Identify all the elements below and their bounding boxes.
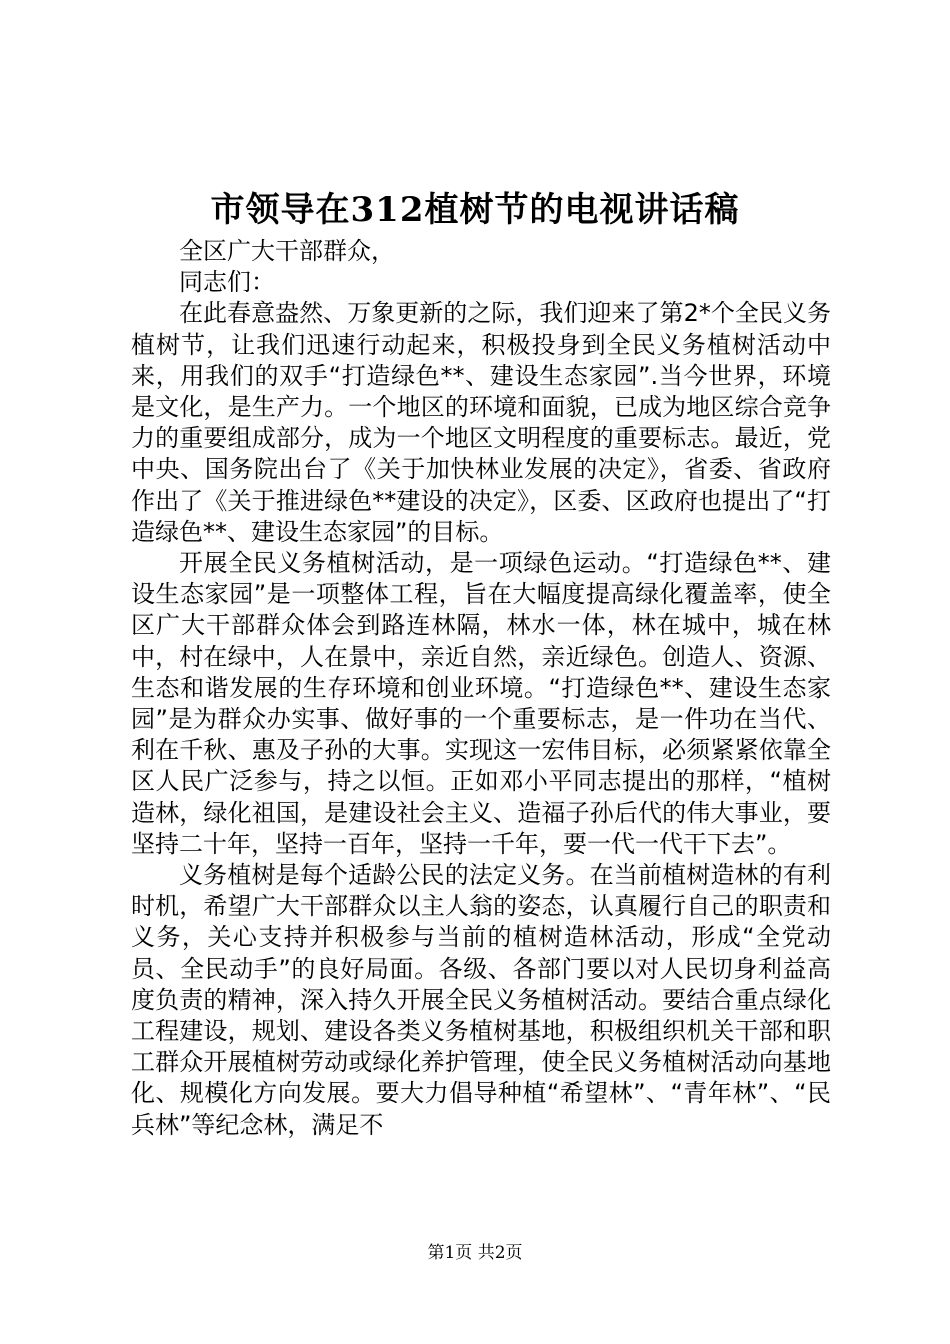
body-paragraph: 义务植树是每个适龄公民的法定义务。在当前植树造林的有利时机，希望广大干部群众以主人翁的姿态，认真履行自己的职责和义务，关心支持并积极参与当前的植树造林活动，形成“全党动员、全民动手”的良好局面。各级、各部门要以对人民切身利益高度负责的精神，深入持久开展全民义务植树活动。要结合重点绿化工程建设，规划、建设各类义务植树基地，积极组织机关干部和职工群众开展植树劳动或绿化养护管理，使全民义务植树活动向基地化、规模化方向发展。要大力倡导种植“希望林”、“青年林”、“民兵林”等纪念林，满足不 — [131, 861, 831, 1139]
body-paragraph: 在此春意盎然、万象更新的之际，我们迎来了第2*个全民义务植树节，让我们迅速行动起来，积极投身到全民义务植树活动中来，用我们的双手“打造绿色**、建设生态家园”.当今世界，环境是文化，是生产力。一个地区的环境和面貌，已成为地区综合竞争力的重要组成部分，成为一个地区文明程度的重要标志。最近，党中央、国务院出台了《关于加快林业发展的决定》，省委、省政府作出了《关于推进绿色**建设的决定》，区委、区政府也提出了“打造绿色**、建设生态家园”的目标。 — [131, 299, 831, 546]
body-paragraph: 开展全民义务植树活动，是一项绿色运动。“打造绿色**、建设生态家园”是一项整体工程，旨在大幅度提高绿化覆盖率，使全区广大干部群众体会到路连林隔，林水一体，林在城中，城在林中，村在绿中，人在景中，亲近自然，亲近绿色。创造人、资源、生态和谐发展的生存环境和创业环境。“打造绿色**、建设生态家园”是为群众办实事、做好事的一个重要标志，是一件功在当代、利在千秋、惠及子孙的大事。实现这一宏伟目标，必须紧紧依靠全区人民广泛参与，持之以恒。正如邓小平同志提出的那样，“植树造林，绿化祖国，是建设社会主义、造福子孙后代的伟大事业，要坚持二十年，坚持一百年，坚持一千年，要一代一代干下去”。 — [131, 549, 831, 858]
document-body — [131, 236, 831, 1141]
salutation-line: 全区广大干部群众， — [179, 237, 395, 265]
page-footer — [0, 1241, 950, 1265]
document-title: 市领导在312植树节的电视讲话稿 — [210, 190, 740, 230]
page-number-label: 第1页 共2页 — [427, 1243, 523, 1263]
salutation-line: 同志们： — [179, 268, 275, 297]
